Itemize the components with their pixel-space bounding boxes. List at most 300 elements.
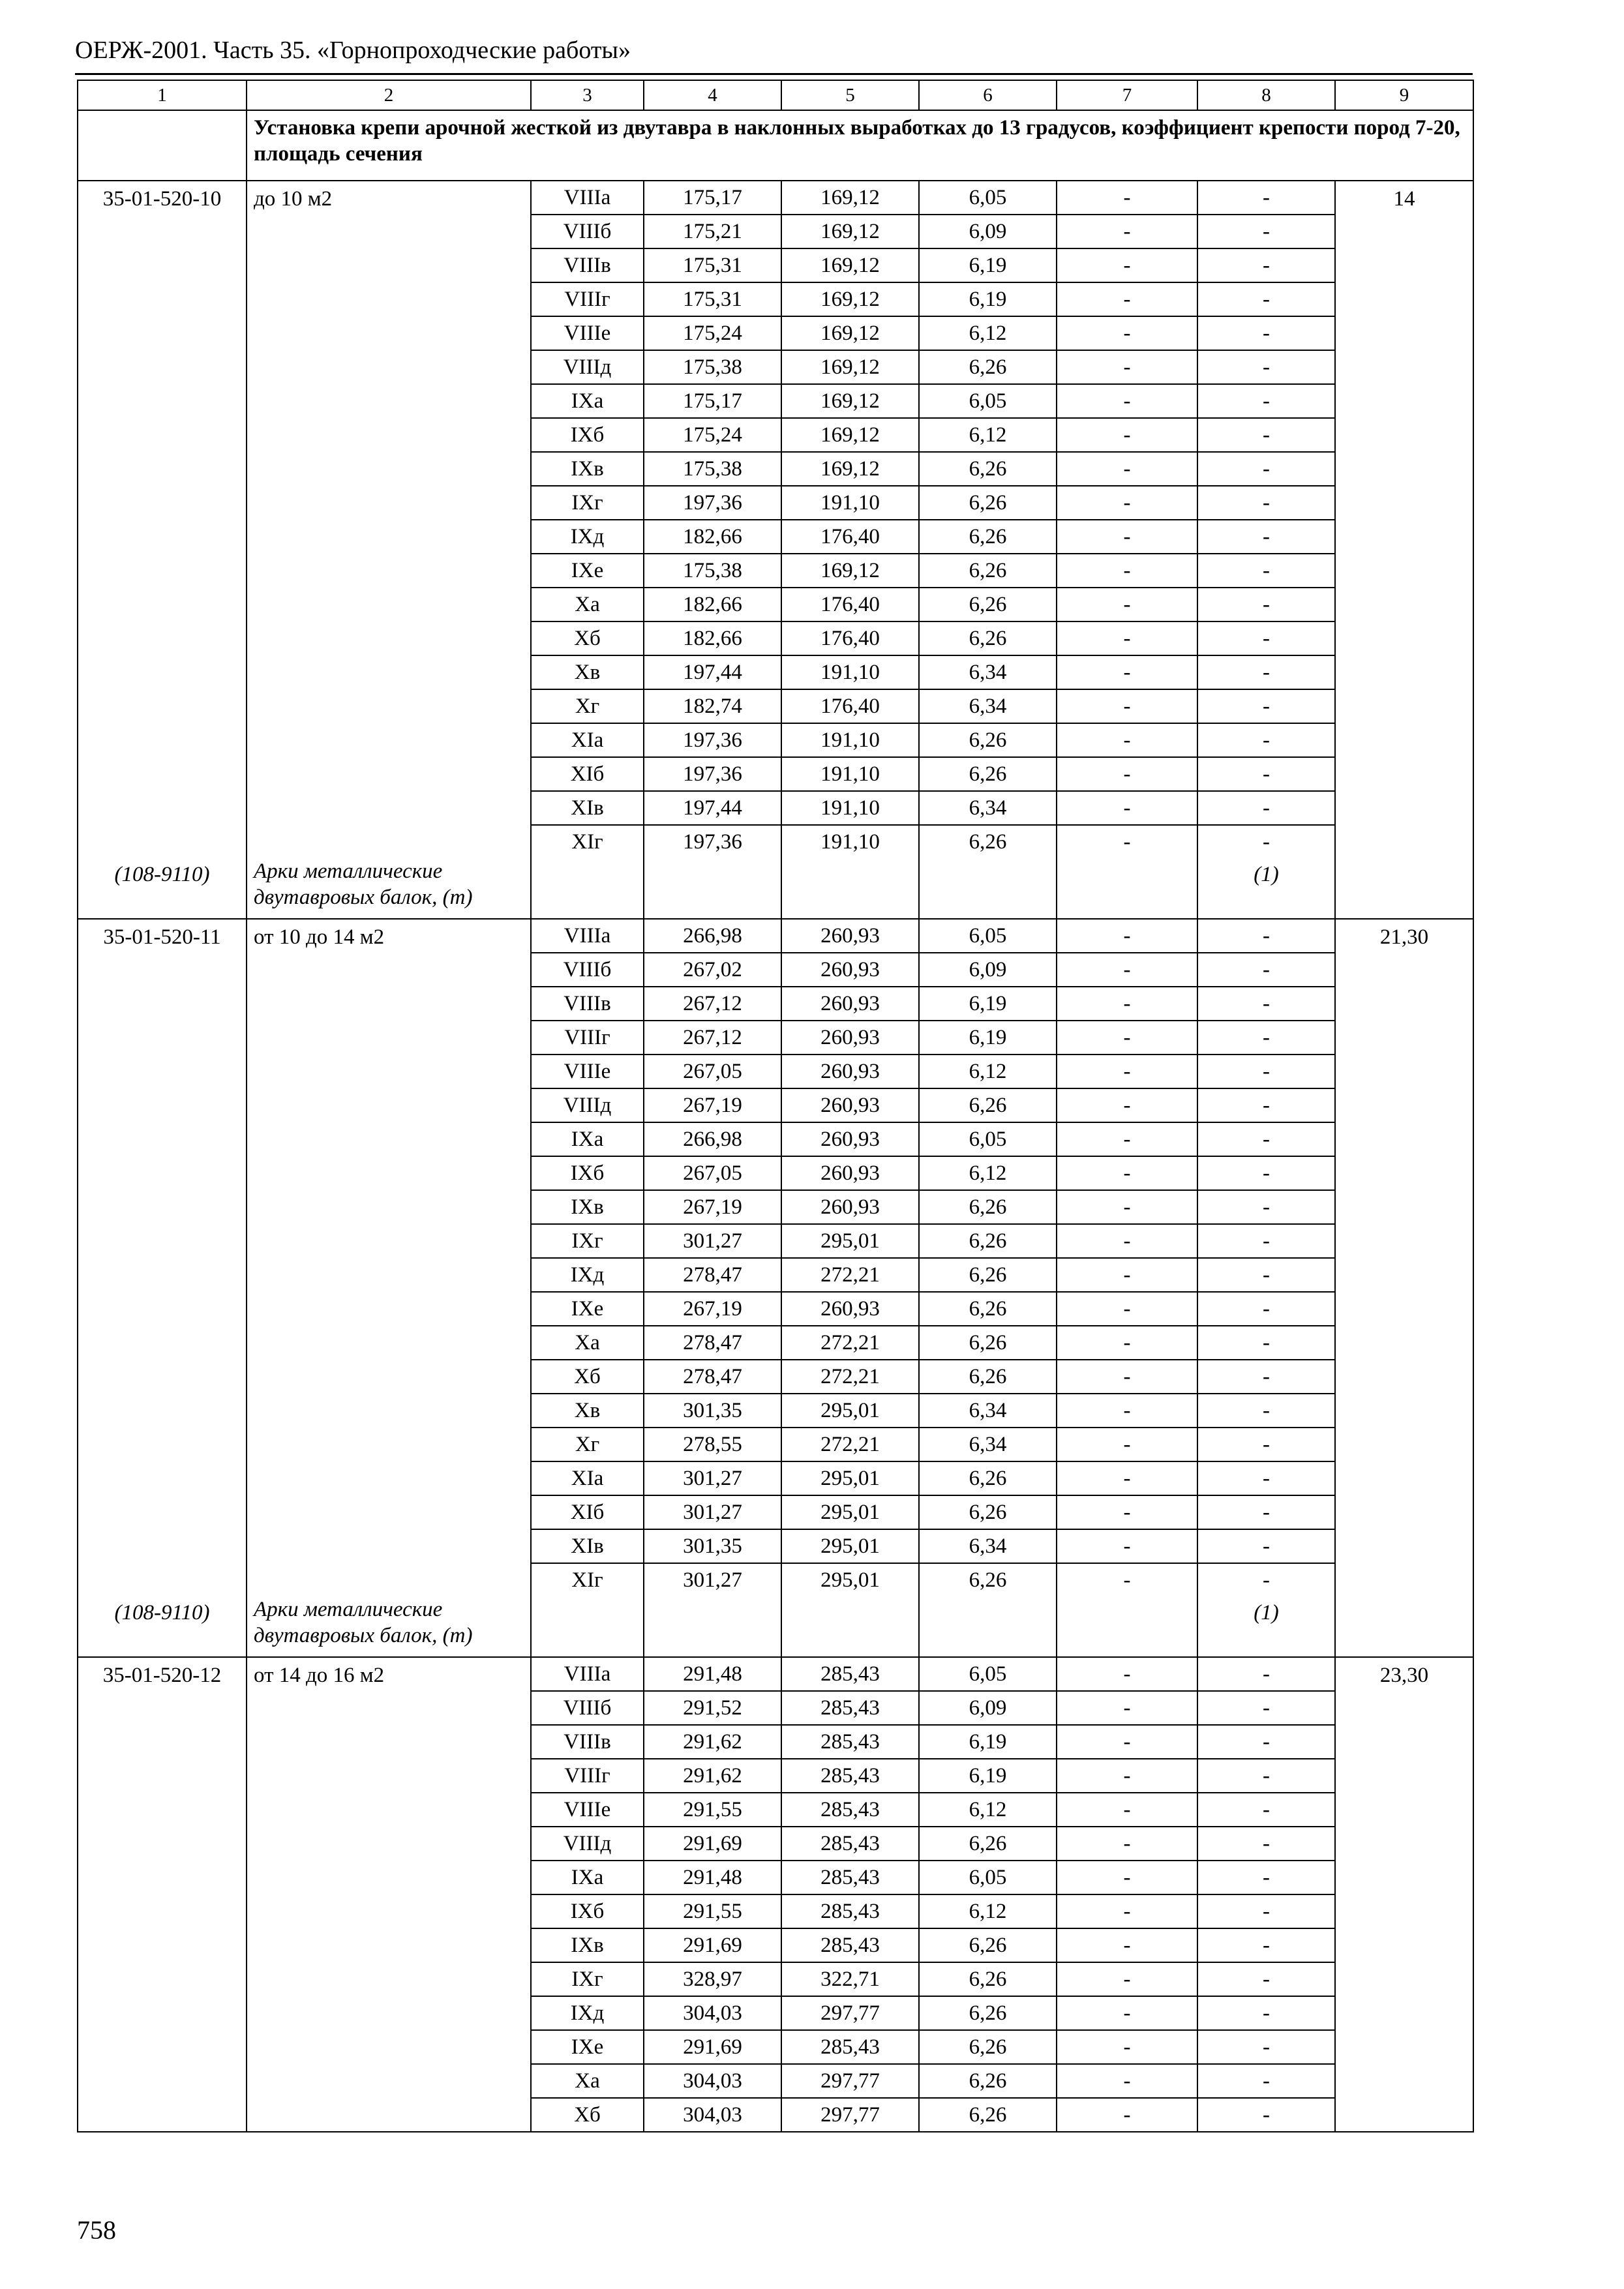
cell-col3: VIIIг [531,1021,644,1055]
cell-col3: VIIIб [531,215,644,248]
cell-col8: - [1197,1394,1335,1428]
cell-col3: IXа [531,1861,644,1894]
cell-col6: 6,26 [919,1088,1057,1122]
cell-col3: XIа [531,723,644,757]
cell-col5: 285,43 [781,1759,919,1793]
cell-col5: 176,40 [781,520,919,554]
cell-col6: 6,19 [919,1021,1057,1055]
cell-col3: Xа [531,1326,644,1360]
cell-col4: 278,47 [644,1360,781,1394]
cell-col7: - [1057,248,1197,282]
cell-col6: 6,12 [919,418,1057,452]
cell-col7: - [1057,919,1197,953]
cell-col4: 301,27 [644,1563,781,1596]
cell-col3: XIг [531,825,644,858]
cell-col6: 6,05 [919,181,1057,215]
cell-col5: 260,93 [781,1088,919,1122]
cell-col8: - [1197,520,1335,554]
rates-table [77,80,1474,2132]
cell-col4: 291,69 [644,2030,781,2064]
rate-name: от 10 до 14 м2 [247,919,531,1596]
cell-col6: 6,34 [919,689,1057,723]
cell-col8: - [1197,1894,1335,1928]
cell-col5: 191,10 [781,486,919,520]
cell-col3: IXв [531,452,644,486]
cell-col5: 295,01 [781,1394,919,1428]
cell-col3: Xг [531,1428,644,1461]
cell-col7: - [1057,418,1197,452]
cell-col5: 260,93 [781,953,919,987]
cell-col8: - [1197,1088,1335,1122]
resource-row [78,858,1473,919]
cell-col7: - [1057,1759,1197,1793]
resource-empty-cell [919,1596,1057,1657]
cell-col6: 6,26 [919,554,1057,588]
cell-col8: - [1197,418,1335,452]
resource-empty-cell [531,1596,644,1657]
cell-col6: 6,05 [919,1657,1057,1691]
cell-col3: VIIIв [531,248,644,282]
cell-col5: 176,40 [781,689,919,723]
cell-col7: - [1057,1190,1197,1224]
cell-col5: 169,12 [781,215,919,248]
cell-col3: Xб [531,621,644,655]
cell-col8: - [1197,2030,1335,2064]
cell-col7: - [1057,1563,1197,1596]
cell-col3: XIб [531,757,644,791]
cell-col7: - [1057,282,1197,316]
cell-col5: 272,21 [781,1258,919,1292]
cell-col7: - [1057,215,1197,248]
cell-col3: VIIIб [531,1691,644,1725]
cell-col8: - [1197,1657,1335,1691]
cell-col5: 191,10 [781,825,919,858]
cell-col4: 278,55 [644,1428,781,1461]
rate-name: от 14 до 16 м2 [247,1657,531,2132]
cell-col5: 191,10 [781,791,919,825]
cell-col3: IXа [531,1122,644,1156]
cell-col8: - [1197,1224,1335,1258]
cell-col4: 304,03 [644,1996,781,2030]
resource-empty-cell [1057,858,1197,919]
cell-col3: VIIIг [531,1759,644,1793]
cell-col6: 6,12 [919,1894,1057,1928]
cell-col6: 6,26 [919,1928,1057,1962]
cell-col5: 272,21 [781,1326,919,1360]
cell-col5: 191,10 [781,757,919,791]
cell-col5: 169,12 [781,181,919,215]
cell-col7: - [1057,1495,1197,1529]
cell-col4: 175,17 [644,181,781,215]
rate-name: до 10 м2 [247,181,531,858]
cell-col7: - [1057,1021,1197,1055]
cell-col8: - [1197,181,1335,215]
cell-col4: 182,66 [644,588,781,621]
cell-col7: - [1057,1156,1197,1190]
cell-col4: 175,31 [644,282,781,316]
cell-col4: 175,17 [644,384,781,418]
cell-col3: IXб [531,1894,644,1928]
cell-col5: 169,12 [781,384,919,418]
cell-col5: 297,77 [781,2098,919,2132]
cell-col7: - [1057,2030,1197,2064]
cell-col8: - [1197,1827,1335,1861]
cell-col3: XIа [531,1461,644,1495]
resource-row [78,1596,1473,1657]
cell-col5: 260,93 [781,987,919,1021]
cell-col6: 6,09 [919,953,1057,987]
column-number: 4 [644,80,781,110]
cell-col4: 175,38 [644,350,781,384]
cell-col3: Xб [531,1360,644,1394]
cell-col7: - [1057,1224,1197,1258]
cell-col5: 260,93 [781,1055,919,1088]
cell-col8: - [1197,953,1335,987]
cell-col8: - [1197,1996,1335,2030]
cell-col8: - [1197,1055,1335,1088]
cell-col6: 6,26 [919,723,1057,757]
cell-col7: - [1057,791,1197,825]
rate-code: 35-01-520-10 [78,181,247,858]
cell-col5: 191,10 [781,723,919,757]
cell-col5: 169,12 [781,316,919,350]
cell-col8: - [1197,1563,1335,1596]
table-row [78,919,1473,953]
cell-col7: - [1057,1861,1197,1894]
cell-col8: - [1197,723,1335,757]
cell-col6: 6,05 [919,384,1057,418]
cell-col4: 182,66 [644,520,781,554]
cell-col4: 197,44 [644,791,781,825]
cell-col3: VIIIд [531,350,644,384]
cell-col5: 295,01 [781,1495,919,1529]
cell-col5: 169,12 [781,554,919,588]
cell-col6: 6,12 [919,1156,1057,1190]
cell-col4: 175,24 [644,418,781,452]
cell-col6: 6,09 [919,1691,1057,1725]
column-number: 3 [531,80,644,110]
cell-col3: VIIIа [531,919,644,953]
cell-col3: IXд [531,1258,644,1292]
cell-col4: 197,36 [644,825,781,858]
cell-col4: 267,02 [644,953,781,987]
cell-col7: - [1057,452,1197,486]
cell-col3: IXб [531,1156,644,1190]
cell-col4: 301,35 [644,1529,781,1563]
cell-col5: 176,40 [781,621,919,655]
rate-code: 35-01-520-11 [78,919,247,1596]
cell-col8: - [1197,1021,1335,1055]
column-number: 6 [919,80,1057,110]
section-title-spacer [78,110,247,181]
cell-col7: - [1057,1691,1197,1725]
cell-col3: IXв [531,1190,644,1224]
cell-col4: 278,47 [644,1326,781,1360]
cell-col7: - [1057,1793,1197,1827]
cell-col4: 267,05 [644,1055,781,1088]
cell-col6: 6,26 [919,1224,1057,1258]
cell-col4: 182,74 [644,689,781,723]
table-row [78,1657,1473,1691]
cell-col6: 6,26 [919,2098,1057,2132]
cell-col4: 175,24 [644,316,781,350]
cell-col6: 6,26 [919,1461,1057,1495]
cell-col8: - [1197,2064,1335,2098]
cell-col8: - [1197,621,1335,655]
cell-col4: 175,38 [644,452,781,486]
cell-col6: 6,34 [919,1428,1057,1461]
cell-col5: 295,01 [781,1563,919,1596]
cell-col4: 291,55 [644,1894,781,1928]
cell-col5: 260,93 [781,1292,919,1326]
cell-col3: Xг [531,689,644,723]
cell-col4: 278,47 [644,1258,781,1292]
resource-empty-cell [781,858,919,919]
cell-col4: 197,36 [644,757,781,791]
cell-col3: IXд [531,1996,644,2030]
resource-code: (108-9110) [78,858,247,919]
cell-col7: - [1057,181,1197,215]
cell-col6: 6,26 [919,350,1057,384]
cell-col4: 291,55 [644,1793,781,1827]
cell-col4: 175,38 [644,554,781,588]
cell-col8: - [1197,757,1335,791]
cell-col6: 6,26 [919,825,1057,858]
section-title: Установка крепи арочной жесткой из двутавра в наклонных выработках до 13 градусов, коэффициент крепости пород 7-20, площадь сечения [247,110,1473,181]
cell-col8: - [1197,1495,1335,1529]
cell-col6: 6,26 [919,621,1057,655]
cell-col5: 260,93 [781,919,919,953]
cell-col8: - [1197,1691,1335,1725]
cell-col7: - [1057,1894,1197,1928]
cell-col3: XIв [531,791,644,825]
cell-col8: - [1197,825,1335,858]
cell-col3: IXе [531,2030,644,2064]
cell-col3: VIIIе [531,1055,644,1088]
cell-col5: 295,01 [781,1224,919,1258]
cell-col3: XIг [531,1563,644,1596]
cell-col7: - [1057,1292,1197,1326]
cell-col8: - [1197,588,1335,621]
cell-col4: 175,21 [644,215,781,248]
cell-col6: 6,26 [919,1292,1057,1326]
cell-col6: 6,05 [919,919,1057,953]
cell-col6: 6,12 [919,1793,1057,1827]
resource-name: Арки металлические двутавровых балок, (т) [247,858,531,919]
header-rule [75,73,1473,75]
cell-col7: - [1057,1088,1197,1122]
column-number-row [78,80,1473,110]
cell-col7: - [1057,689,1197,723]
cell-col8: - [1197,384,1335,418]
cell-col7: - [1057,1928,1197,1962]
cell-col5: 297,77 [781,2064,919,2098]
cell-col4: 267,19 [644,1292,781,1326]
cell-col8: - [1197,1529,1335,1563]
cell-col4: 328,97 [644,1962,781,1996]
cell-col3: VIIIв [531,987,644,1021]
cell-col6: 6,09 [919,215,1057,248]
cell-col4: 267,12 [644,987,781,1021]
cell-col4: 301,27 [644,1461,781,1495]
cell-col7: - [1057,316,1197,350]
cell-col6: 6,19 [919,282,1057,316]
cell-col8: - [1197,350,1335,384]
cell-col7: - [1057,1996,1197,2030]
cell-col3: IXд [531,520,644,554]
cell-col7: - [1057,554,1197,588]
cell-col4: 291,69 [644,1928,781,1962]
cell-col5: 285,43 [781,1827,919,1861]
cell-col6: 6,26 [919,486,1057,520]
cell-col8: - [1197,919,1335,953]
cell-col4: 267,05 [644,1156,781,1190]
cell-col4: 267,19 [644,1088,781,1122]
cell-col7: - [1057,1657,1197,1691]
cell-col6: 6,26 [919,1563,1057,1596]
cell-col6: 6,26 [919,1326,1057,1360]
resource-name: Арки металлические двутавровых балок, (т) [247,1596,531,1657]
column-number: 5 [781,80,919,110]
resource-empty-cell [919,858,1057,919]
cell-col6: 6,26 [919,1996,1057,2030]
cell-col5: 322,71 [781,1962,919,1996]
cell-col7: - [1057,2064,1197,2098]
cell-col5: 169,12 [781,282,919,316]
column-number: 2 [247,80,531,110]
cell-col5: 191,10 [781,655,919,689]
resource-empty-cell [1057,1596,1197,1657]
cell-col5: 272,21 [781,1360,919,1394]
cell-col8: - [1197,215,1335,248]
cell-col7: - [1057,953,1197,987]
column-number: 1 [78,80,247,110]
cell-col7: - [1057,384,1197,418]
cell-col3: VIIIе [531,1793,644,1827]
cell-col5: 285,43 [781,1861,919,1894]
cell-col6: 6,19 [919,248,1057,282]
cell-col8: - [1197,248,1335,282]
cell-col3: Xв [531,655,644,689]
cell-col6: 6,26 [919,1827,1057,1861]
cell-col7: - [1057,1326,1197,1360]
table-body [78,80,1473,2132]
cell-col5: 285,43 [781,1793,919,1827]
cell-col5: 169,12 [781,248,919,282]
cell-col5: 285,43 [781,1691,919,1725]
cell-col4: 291,52 [644,1691,781,1725]
cell-col8: - [1197,689,1335,723]
cell-col6: 6,19 [919,987,1057,1021]
cell-col5: 295,01 [781,1529,919,1563]
cell-col4: 304,03 [644,2098,781,2132]
cell-col8: - [1197,1759,1335,1793]
cell-col8: - [1197,1725,1335,1759]
cell-col3: VIIIа [531,181,644,215]
cell-col5: 260,93 [781,1122,919,1156]
cell-col4: 301,35 [644,1394,781,1428]
cell-col3: IXб [531,418,644,452]
cell-col3: IXг [531,1224,644,1258]
cell-col7: - [1057,520,1197,554]
cell-col6: 6,26 [919,1360,1057,1394]
column-number: 9 [1335,80,1473,110]
cell-col8: - [1197,655,1335,689]
cell-col4: 197,36 [644,723,781,757]
cell-col8: - [1197,1122,1335,1156]
cell-col8: - [1197,486,1335,520]
cell-col8: - [1197,1292,1335,1326]
cell-col4: 291,48 [644,1861,781,1894]
cell-col6: 6,05 [919,1122,1057,1156]
cell-col6: 6,34 [919,1394,1057,1428]
cell-col4: 291,62 [644,1725,781,1759]
cell-col7: - [1057,1360,1197,1394]
cell-col4: 197,44 [644,655,781,689]
cell-col4: 301,27 [644,1224,781,1258]
cell-col4: 266,98 [644,919,781,953]
cell-col6: 6,26 [919,1190,1057,1224]
cell-col3: IXа [531,384,644,418]
cell-col3: XIв [531,1529,644,1563]
cell-col5: 285,43 [781,1894,919,1928]
resource-quantity: (1) [1197,1596,1335,1657]
rate-col9: 14 [1335,181,1473,919]
cell-col3: VIIIг [531,282,644,316]
cell-col3: Xа [531,588,644,621]
cell-col6: 6,34 [919,791,1057,825]
cell-col5: 297,77 [781,1996,919,2030]
cell-col7: - [1057,723,1197,757]
cell-col5: 176,40 [781,588,919,621]
cell-col4: 301,27 [644,1495,781,1529]
cell-col6: 6,26 [919,1962,1057,1996]
cell-col3: IXе [531,554,644,588]
cell-col5: 285,43 [781,2030,919,2064]
cell-col5: 295,01 [781,1461,919,1495]
cell-col6: 6,34 [919,655,1057,689]
cell-col6: 6,26 [919,2064,1057,2098]
cell-col7: - [1057,2098,1197,2132]
cell-col7: - [1057,825,1197,858]
cell-col8: - [1197,2098,1335,2132]
cell-col5: 260,93 [781,1021,919,1055]
cell-col6: 6,34 [919,1529,1057,1563]
cell-col8: - [1197,316,1335,350]
cell-col4: 267,12 [644,1021,781,1055]
cell-col7: - [1057,1394,1197,1428]
cell-col3: VIIIб [531,953,644,987]
cell-col5: 169,12 [781,452,919,486]
column-number: 8 [1197,80,1335,110]
cell-col7: - [1057,1258,1197,1292]
cell-col6: 6,12 [919,1055,1057,1088]
cell-col8: - [1197,1428,1335,1461]
rate-col9: 21,30 [1335,919,1473,1657]
cell-col6: 6,05 [919,1861,1057,1894]
cell-col3: IXг [531,486,644,520]
cell-col5: 169,12 [781,418,919,452]
rate-col9: 23,30 [1335,1657,1473,2132]
cell-col3: VIIIе [531,316,644,350]
section-title-row [78,110,1473,181]
cell-col8: - [1197,452,1335,486]
cell-col3: Xа [531,2064,644,2098]
cell-col8: - [1197,1190,1335,1224]
resource-empty-cell [644,1596,781,1657]
cell-col5: 285,43 [781,1725,919,1759]
cell-col6: 6,26 [919,588,1057,621]
